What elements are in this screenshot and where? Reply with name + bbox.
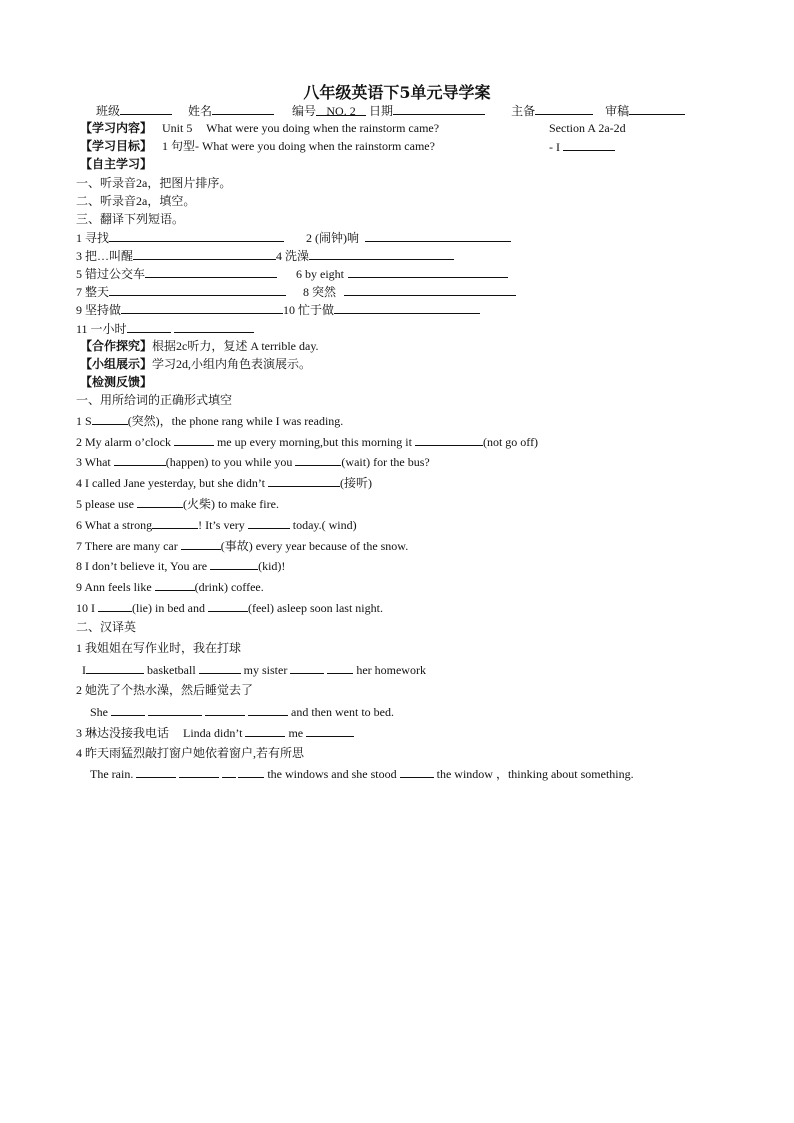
feedback-part-1: 一、用所给词的正确形式填空 — [76, 393, 233, 407]
self-study-item-2: 二、听录音2a，填空。 — [76, 194, 196, 208]
content-question: What were you doing when the rainstorm came? — [206, 121, 440, 135]
q4-end: (接听) — [339, 476, 372, 490]
content-row — [80, 120, 439, 136]
phrase-4: 4 洗澡 — [276, 249, 310, 263]
q7-blank[interactable] — [181, 537, 221, 550]
phrase-9-blank[interactable] — [121, 301, 283, 314]
phrase-2-blank[interactable] — [365, 229, 511, 242]
goal-suffix-row — [549, 138, 615, 155]
q10-end: (feel) asleep soon last night. — [247, 601, 383, 615]
t4-blank-3[interactable] — [222, 765, 236, 778]
goal-suffix: - I — [549, 140, 560, 154]
name-blank[interactable] — [212, 102, 274, 115]
q8-start: 8 I don’t believe it, You are — [76, 559, 208, 573]
t4-end: the window ，thinking about something. — [436, 767, 634, 781]
t1-start: I — [82, 663, 86, 677]
self-study-item-1: 一、听录音2a，把图片排序。 — [76, 176, 232, 190]
q2-mid: me up every morning,but this morning it — [216, 435, 412, 449]
page-title: 八年级英语下5单元导学案 — [303, 83, 491, 102]
phrase-row-1 — [76, 229, 284, 246]
phrase-6: 6 by eight — [296, 267, 344, 281]
t1-blank-3[interactable] — [290, 661, 324, 674]
q6-blank-2[interactable] — [248, 516, 290, 529]
question-4 — [76, 474, 372, 491]
phrase-9: 9 坚持做 — [76, 303, 122, 317]
t2-blank-1[interactable] — [111, 703, 145, 716]
content-unit: Unit 5 — [162, 121, 193, 135]
t1-blank-1[interactable] — [86, 661, 144, 674]
goal-blank[interactable] — [563, 138, 615, 151]
q5-end: (火柴) to make fire. — [182, 497, 279, 511]
translate-2-answer — [90, 703, 394, 720]
t4-blank-1[interactable] — [136, 765, 176, 778]
feedback-label: 【检测反馈】 — [80, 375, 153, 389]
t4-blank-4[interactable] — [238, 765, 264, 778]
question-8 — [76, 557, 285, 574]
t4-blank-2[interactable] — [179, 765, 219, 778]
number-value: NO. 2 — [316, 103, 366, 116]
header-row — [96, 102, 685, 119]
t2-blank-3[interactable] — [205, 703, 245, 716]
question-6 — [76, 516, 357, 533]
goal-label: 【学习目标】 — [80, 139, 153, 153]
q2-blank-1[interactable] — [174, 433, 214, 446]
q8-blank[interactable] — [210, 557, 258, 570]
q1-blank[interactable] — [92, 412, 128, 425]
question-10 — [76, 599, 383, 616]
phrase-5-blank[interactable] — [145, 265, 277, 278]
phrase-11-blank-b[interactable] — [174, 320, 254, 333]
question-7 — [76, 537, 408, 554]
q6-start: 6 What a strong — [76, 518, 153, 532]
content-section: Section A 2a-2d — [549, 121, 626, 135]
phrase-11: 11 一小时 — [76, 322, 127, 336]
question-1 — [76, 412, 343, 429]
q10-blank-1[interactable] — [98, 599, 132, 612]
group-row — [80, 356, 311, 372]
phrase-1-blank[interactable] — [109, 229, 284, 242]
phrase-2: 2 (闹钟)响 — [306, 231, 359, 245]
phrase-8: 8 突然 — [303, 285, 337, 299]
q10-blank-2[interactable] — [208, 599, 248, 612]
phrase-3: 3 把…叫醒 — [76, 249, 134, 263]
date-blank[interactable] — [393, 102, 485, 115]
q8-end: (kid)! — [258, 559, 286, 573]
t1-word: basketball — [147, 663, 196, 677]
t3-start: Linda didn’t — [183, 726, 243, 740]
t2-blank-2[interactable] — [148, 703, 202, 716]
date-label: 日期 — [369, 104, 394, 118]
phrase-10-blank[interactable] — [334, 301, 480, 314]
goal-text: 1 句型- What were you doing when the rainstorm came? — [162, 139, 435, 153]
lead-blank[interactable] — [535, 102, 593, 115]
q7-end: (事故) every year because of the snow. — [220, 539, 409, 553]
q3-start: 3 What — [76, 455, 111, 469]
feedback-part-2: 二、汉译英 — [76, 620, 137, 634]
t2-start: She — [90, 705, 108, 719]
phrase-4-blank[interactable] — [309, 247, 454, 260]
q10-mid: (lie) in bed and — [132, 601, 205, 615]
t2-blank-4[interactable] — [248, 703, 288, 716]
class-label: 班级 — [96, 104, 121, 118]
q6-blank-1[interactable] — [152, 516, 198, 529]
question-3 — [76, 453, 430, 470]
t1-mid: my sister — [243, 663, 288, 677]
t3-mid: me — [288, 726, 304, 740]
t4-mid: the windows and she stood — [267, 767, 397, 781]
self-study-item-3: 三、翻译下列短语。 — [76, 212, 185, 226]
phrase-1: 1 寻找 — [76, 231, 110, 245]
t2-end: and then went to bed. — [291, 705, 394, 719]
phrase-6-blank[interactable] — [348, 265, 508, 278]
phrase-7: 7 整天 — [76, 285, 110, 299]
translate-1-prompt: 1 我姐姐在写作业时，我在打球 — [76, 641, 242, 655]
translate-2-prompt: 2 她洗了个热水澡，然后睡觉去了 — [76, 683, 254, 697]
t3-blank-2[interactable] — [306, 724, 354, 737]
q6-end: today.( wind) — [292, 518, 357, 532]
self-study-label: 【自主学习】 — [80, 157, 153, 171]
phrase-row-7 — [76, 283, 286, 300]
review-blank[interactable] — [629, 102, 685, 115]
q10-start: 10 I — [76, 601, 95, 615]
q9-end: (drink) coffee. — [194, 580, 264, 594]
q5-start: 5 please use — [76, 497, 134, 511]
q1-start: 1 S — [76, 414, 92, 428]
phrase-10: 10 忙于做 — [283, 303, 335, 317]
group-label: 【小组展示】 — [80, 357, 153, 371]
phrase-8-blank[interactable] — [344, 283, 516, 296]
phrase-row-5 — [76, 265, 277, 282]
translate-3-prompt: 3 琳达没接我电话 — [76, 726, 170, 740]
cooperate-label: 【合作探究】 — [80, 339, 153, 353]
cooperate-row — [80, 338, 319, 354]
translate-4-answer — [90, 765, 634, 782]
q4-start: 4 I called Jane yesterday, but she didn’t — [76, 476, 265, 490]
q3-end: (wait) for the bus? — [341, 455, 430, 469]
q1-end: (突然)，the phone rang while I was reading. — [127, 414, 344, 428]
content-label: 【学习内容】 — [80, 121, 153, 135]
group-text: 学习2d,小组内角色表演展示。 — [152, 357, 312, 371]
q9-start: 9 Ann feels like — [76, 580, 152, 594]
question-9 — [76, 578, 264, 595]
q2-blank-2[interactable] — [415, 433, 483, 446]
q2-start: 2 My alarm o’clock — [76, 435, 171, 449]
phrase-row-3 — [76, 247, 454, 264]
phrase-row-8 — [303, 283, 516, 300]
lead-label: 主备 — [511, 104, 536, 118]
phrase-row-11 — [76, 320, 254, 337]
q3-blank-1[interactable] — [114, 453, 166, 466]
q2-end: (not go off) — [482, 435, 539, 449]
q3-blank-2[interactable] — [295, 453, 341, 466]
t1-blank-4[interactable] — [327, 661, 353, 674]
t1-blank-2[interactable] — [199, 661, 241, 674]
phrase-11-blank-a[interactable] — [127, 320, 171, 333]
q5-blank[interactable] — [137, 495, 183, 508]
phrase-row-2 — [306, 229, 511, 246]
q9-blank[interactable] — [155, 578, 195, 591]
phrase-5: 5 错过公交车 — [76, 267, 146, 281]
review-label: 审稿 — [605, 104, 630, 118]
t4-start: The rain. — [90, 767, 134, 781]
t3-blank-1[interactable] — [245, 724, 285, 737]
translate-1-answer — [82, 661, 426, 678]
phrase-3-blank[interactable] — [133, 247, 276, 260]
question-5 — [76, 495, 279, 512]
phrase-row-9 — [76, 301, 480, 318]
q4-blank[interactable] — [268, 474, 340, 487]
cooperate-text: 根据2c听力，复述 A terrible day. — [152, 339, 319, 353]
question-2 — [76, 433, 538, 450]
q6-mid: ! It’s very — [198, 518, 245, 532]
translate-4-prompt: 4 昨天雨猛烈敲打窗户她依着窗户,若有所思 — [76, 746, 305, 760]
translate-3-row — [76, 724, 354, 741]
t4-blank-5[interactable] — [400, 765, 434, 778]
phrase-7-blank[interactable] — [109, 283, 286, 296]
class-blank[interactable] — [120, 102, 172, 115]
number-label: 编号 — [292, 104, 317, 118]
q3-mid: (happen) to you while you — [165, 455, 293, 469]
t1-end: her homework — [356, 663, 426, 677]
name-label: 姓名 — [188, 104, 213, 118]
phrase-row-6 — [296, 265, 508, 282]
goal-row — [80, 138, 435, 154]
q7-start: 7 There are many car — [76, 539, 178, 553]
